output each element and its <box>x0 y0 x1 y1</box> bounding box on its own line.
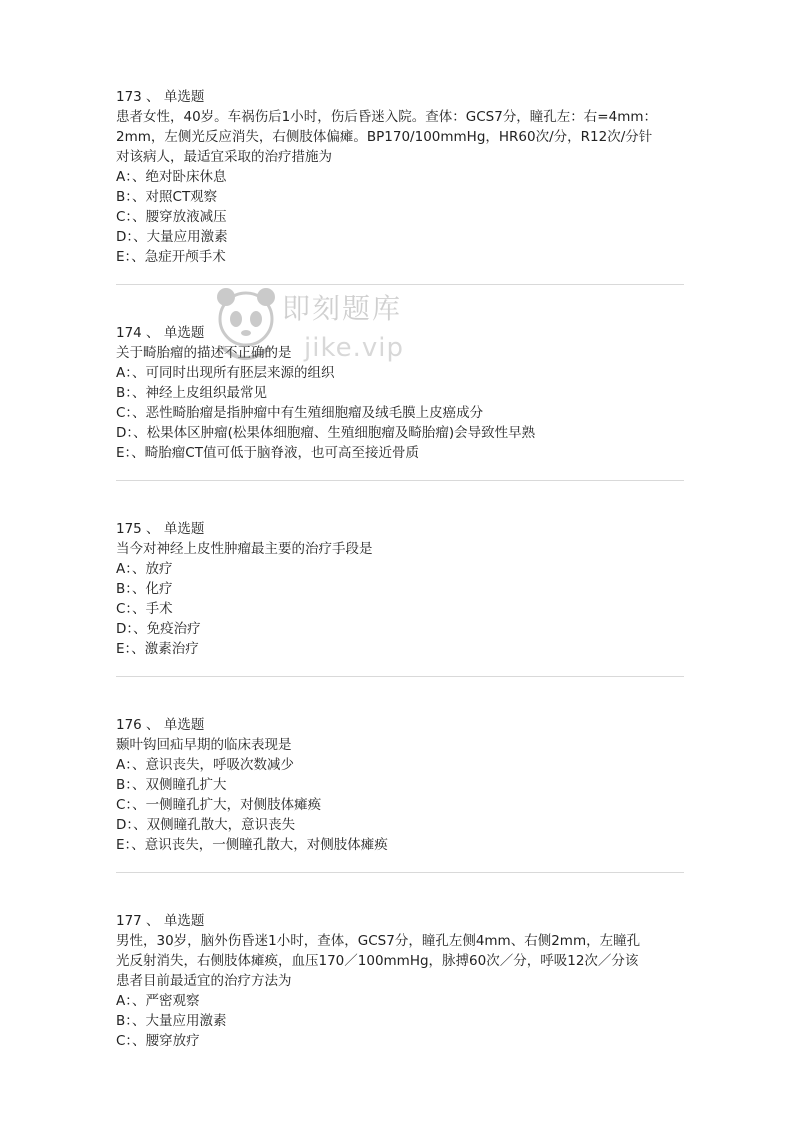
question-174 <box>116 323 686 481</box>
question-stem-line: 当今对神经上皮性肿瘤最主要的治疗手段是 <box>116 541 373 557</box>
divider <box>116 676 684 677</box>
question-stem-line: 2mm，左侧光反应消失，右侧肢体偏瘫。BP170/100mmHg，HR60次/分，R12次/分针 <box>116 129 653 145</box>
option-e[interactable]: E：、畸胎瘤CT值可低于脑脊液，也可高至接近骨质 <box>116 445 419 461</box>
question-176 <box>116 715 686 873</box>
question-number: 176 、 <box>116 717 160 733</box>
option-d[interactable]: D：、松果体区肿瘤(松果体细胞瘤、生殖细胞瘤及畸胎瘤)会导致性早熟 <box>116 425 536 441</box>
question-175 <box>116 519 686 677</box>
question-177 <box>116 911 686 1051</box>
question-type: 单选题 <box>163 717 205 733</box>
watermark-url: jike.vip <box>304 333 404 363</box>
question-type: 单选题 <box>163 325 205 341</box>
question-number: 177 、 <box>116 913 160 929</box>
question-number: 173 、 <box>116 89 160 105</box>
question-type: 单选题 <box>163 913 205 929</box>
option-b[interactable]: B：、神经上皮组织最常见 <box>116 385 268 401</box>
option-e[interactable]: E：、意识丧失，一侧瞳孔散大，对侧肢体瘫痪 <box>116 837 388 853</box>
option-b[interactable]: B：、大量应用激素 <box>116 1013 227 1029</box>
watermark-text: 即刻题库 <box>282 292 403 325</box>
option-a[interactable]: A：、绝对卧床休息 <box>116 169 227 185</box>
option-a[interactable]: A：、可同时出现所有胚层来源的组织 <box>116 365 335 381</box>
option-c[interactable]: C：、腰穿放液减压 <box>116 209 227 225</box>
option-e[interactable]: E：、急症开颅手术 <box>116 249 226 265</box>
question-header <box>116 715 686 735</box>
question-header <box>116 87 686 107</box>
question-stem-line: 关于畸胎瘤的描述不正确的是 <box>116 345 292 361</box>
option-c[interactable]: C：、一侧瞳孔扩大，对侧肢体瘫痪 <box>116 797 322 813</box>
question-number: 174 、 <box>116 325 160 341</box>
option-d[interactable]: D：、免疫治疗 <box>116 621 201 637</box>
option-a[interactable]: A：、放疗 <box>116 561 173 577</box>
question-173 <box>116 87 686 285</box>
question-type: 单选题 <box>163 521 205 537</box>
question-stem-line: 颞叶钩回疝早期的临床表现是 <box>116 737 292 753</box>
question-type: 单选题 <box>163 89 205 105</box>
question-list <box>116 87 686 1051</box>
option-d[interactable]: D：、大量应用激素 <box>116 229 228 245</box>
divider <box>116 872 684 873</box>
question-stem-line: 对该病人，最适宜采取的治疗措施为 <box>116 149 332 165</box>
question-stem-line: 光反射消失，右侧肢体瘫痪，血压170／100mmHg，脉搏60次／分，呼吸12次／分该 <box>116 953 639 969</box>
option-c[interactable]: C：、腰穿放疗 <box>116 1033 200 1049</box>
option-c[interactable]: C：、恶性畸胎瘤是指肿瘤中有生殖细胞瘤及绒毛膜上皮癌成分 <box>116 405 484 421</box>
option-d[interactable]: D：、双侧瞳孔散大，意识丧失 <box>116 817 296 833</box>
option-b[interactable]: B：、双侧瞳孔扩大 <box>116 777 227 793</box>
option-a[interactable]: A：、严密观察 <box>116 993 200 1009</box>
question-stem-line: 患者女性，40岁。车祸伤后1小时，伤后昏迷入院。查体：GCS7分，瞳孔左：右=4mm： <box>116 109 658 125</box>
question-stem-line: 患者目前最适宜的治疗方法为 <box>116 973 292 989</box>
option-a[interactable]: A：、意识丧失，呼吸次数减少 <box>116 757 294 773</box>
question-header <box>116 519 686 539</box>
option-c[interactable]: C：、手术 <box>116 601 173 617</box>
question-stem-line: 男性，30岁，脑外伤昏迷1小时，查体，GCS7分，瞳孔左侧4mm、右侧2mm，左瞳孔 <box>116 933 641 949</box>
option-b[interactable]: B：、对照CT观察 <box>116 189 218 205</box>
question-number: 175 、 <box>116 521 160 537</box>
option-b[interactable]: B：、化疗 <box>116 581 173 597</box>
question-header <box>116 911 686 931</box>
option-e[interactable]: E：、激素治疗 <box>116 641 199 657</box>
question-header <box>116 323 686 343</box>
divider <box>116 480 684 481</box>
divider <box>116 284 684 285</box>
